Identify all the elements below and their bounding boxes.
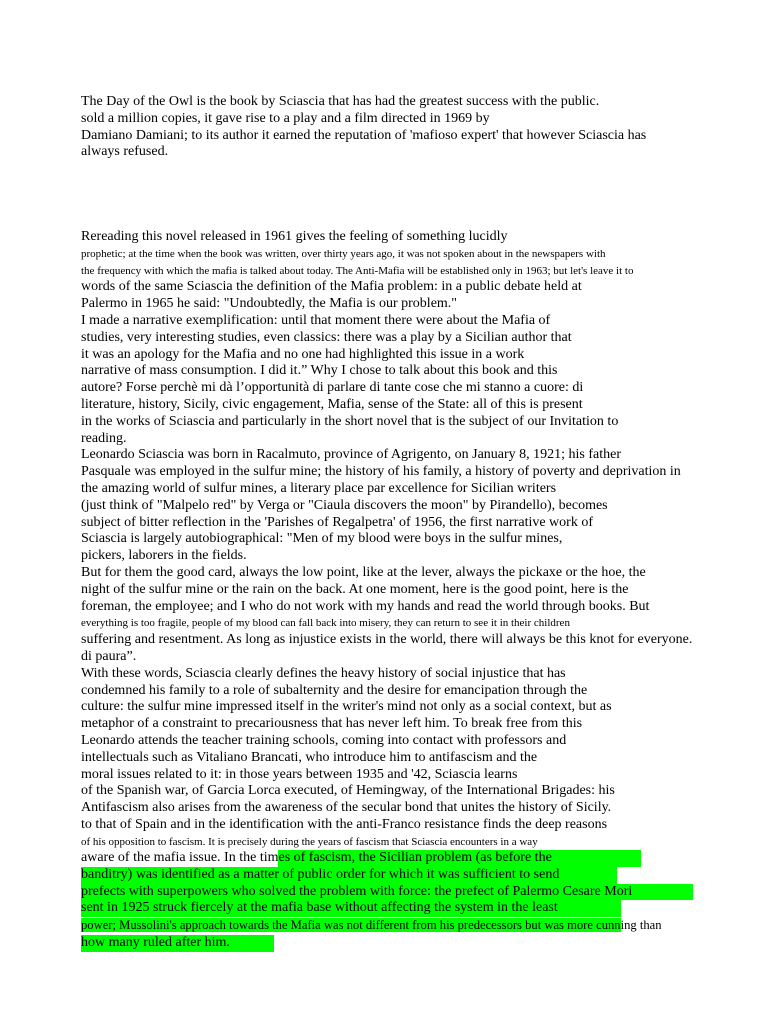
text-line: the amazing world of sulfur mines, a literary place par excellence for Sicilian writers bbox=[81, 480, 557, 496]
text-line bbox=[81, 935, 693, 952]
text-line bbox=[81, 850, 693, 867]
text-line: subject of bitter reflection in the 'Parishes of Regalpetra' of 1956, the first narrative work of bbox=[81, 514, 593, 530]
text-line: Leonardo attends the teacher training schools, coming into contact with professors and bbox=[81, 732, 567, 748]
text-line: With these words, Sciascia clearly defines the heavy history of social injustice that has bbox=[81, 665, 566, 681]
text-line: Antifascism also arises from the awareness of the secular bond that unites the history of Sicily. bbox=[81, 800, 612, 816]
text-line: of the Spanish war, of Garcia Lorca executed, of Hemingway, of the International Brigades: his bbox=[81, 783, 615, 799]
text-line: of his opposition to fascism. It is precisely during the years of fascism that Sciascia encounters in a way bbox=[81, 835, 538, 848]
text-line: Pasquale was employed in the sulfur mine; the history of his family, a history of poverty and deprivation in bbox=[81, 464, 681, 480]
paragraph-highlighted bbox=[81, 850, 693, 952]
text-line: pickers, laborers in the fields. bbox=[81, 548, 247, 564]
text-line: always refused. bbox=[81, 144, 169, 160]
text-line: reading. bbox=[81, 430, 127, 446]
plain-text: ing than bbox=[620, 918, 662, 933]
text-line: night of the sulfur mine or the rain on the back. At one moment, here is the good point, here is the bbox=[81, 581, 629, 597]
text-line: words of the same Sciascia the definition of the Mafia problem: in a public debate held at bbox=[81, 279, 582, 295]
highlighted-text-content: banditry) was identified as a matter of public order for which it was sufficient to send bbox=[81, 866, 560, 882]
text-line: The Day of the Owl is the book by Sciascia that has had the greatest success with the public. bbox=[81, 94, 600, 109]
text-line: Rereading this novel released in 1961 gives the feeling of something lucidly bbox=[81, 229, 508, 244]
highlighted-text-content: es of fascism, the Sicilian problem (as before the bbox=[278, 850, 552, 865]
text-line: literature, history, Sicily, civic engagement, Mafia, sense of the State: all of this is present bbox=[81, 396, 583, 412]
text-line: Damiano Damiani; to its author it earned the reputation of 'mafioso expert' that however Sciascia has bbox=[81, 127, 647, 143]
text-line: condemned his family to a role of subalternity and the desire for emancipation through the bbox=[81, 682, 588, 698]
text-line: Palermo in 1965 he said: "Undoubtedly, the Mafia is our problem." bbox=[81, 296, 458, 312]
text-line bbox=[81, 884, 693, 901]
text-line: Leonardo Sciascia was born in Racalmuto, province of Agrigento, on January 8, 1921; his father bbox=[81, 447, 622, 463]
text-line: metaphor of a constraint to precariousness that has never left him. To break free from this bbox=[81, 716, 583, 732]
text-line: studies, very interesting studies, even classics: there was a play by a Sicilian author that bbox=[81, 329, 572, 345]
highlighted-text bbox=[81, 884, 693, 901]
highlighted-text bbox=[81, 900, 621, 917]
text-line: But for them the good card, always the low point, like at the lever, always the pickaxe or the hoe, the bbox=[81, 564, 646, 580]
highlighted-text bbox=[81, 867, 617, 884]
text-line: sold a million copies, it gave rise to a play and a film directed in 1969 by bbox=[81, 110, 490, 126]
text-line: suffering and resentment. As long as injustice exists in the world, there will always be this knot for everyone. bbox=[81, 632, 693, 648]
text-line: to that of Spain and in the identification with the anti-Franco resistance finds the deep reasons bbox=[81, 816, 608, 832]
text-line: prophetic; at the time when the book was written, over thirty years ago, it was not spoken about in the newspapers with bbox=[81, 247, 606, 260]
highlighted-text bbox=[278, 850, 641, 867]
paragraph-rereading bbox=[81, 229, 692, 850]
text-line: foreman, the employee; and I who do not work with my hands and read the world through books. But bbox=[81, 598, 650, 614]
text-line: autore? Forse perchè mi dà l’opportunità di parlare di tante cose che mi stanno a cuore: di bbox=[81, 380, 584, 396]
text-line: narrative of mass consumption. I did it.” Why I chose to talk about this book and this bbox=[81, 363, 558, 379]
highlighted-text-content: prefects with superpowers who solved the problem with force: the prefect of Palermo Cesare Mori bbox=[81, 883, 633, 899]
text-line: the frequency with which the mafia is talked about today. The Anti-Mafia will be established only in 1963; but let's leave it to bbox=[81, 264, 634, 277]
text-line: culture: the sulfur mine impressed itself in the writer's mind not only as a social context, but as bbox=[81, 699, 612, 715]
text-line bbox=[81, 917, 693, 935]
text-line: (just think of "Malpelo red" by Verga or "Ciaula discovers the moon" by Pirandello), becomes bbox=[81, 497, 608, 513]
plain-text: aware of the mafia issue. In the tim bbox=[81, 850, 279, 865]
text-line bbox=[81, 900, 693, 917]
text-line: in the works of Sciascia and particularly in the short novel that is the subject of our Invitation to bbox=[81, 413, 619, 429]
text-line bbox=[81, 867, 693, 884]
text-line: Sciascia is largely autobiographical: "Men of my blood were boys in the sulfur mines, bbox=[81, 531, 563, 547]
highlighted-text-content: how many ruled after him. bbox=[81, 934, 230, 950]
text-line: di paura”. bbox=[81, 648, 137, 664]
highlighted-text: power; Mussolini's approach towards the Mafia was not different from his predecessors but was more cunn bbox=[81, 918, 621, 933]
text-line: I made a narrative exemplification: until that moment there were about the Mafia of bbox=[81, 312, 551, 328]
paragraph-day-of-the-owl bbox=[81, 94, 646, 161]
highlighted-text bbox=[81, 935, 274, 952]
text-line: it was an apology for the Mafia and no one had highlighted this issue in a work bbox=[81, 346, 525, 362]
text-line: moral issues related to it: in those years between 1935 and '42, Sciascia learns bbox=[81, 766, 518, 782]
highlighted-text-content: sent in 1925 struck fiercely at the mafia base without affecting the system in the least bbox=[81, 900, 558, 916]
text-line: everything is too fragile, people of my blood can fall back into misery, they can return to see it in their children bbox=[81, 617, 570, 630]
text-line: intellectuals such as Vitaliano Brancati, who introduce him to antifascism and the bbox=[81, 749, 538, 765]
